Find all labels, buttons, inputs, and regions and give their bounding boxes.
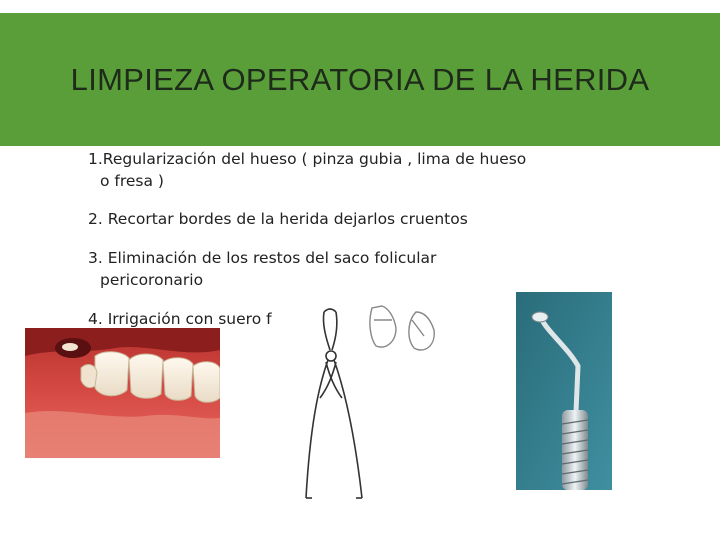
item-text: 4. Irrigación con suero f <box>88 310 272 328</box>
item-text-continued: o fresa ) <box>100 172 164 190</box>
item-text: 2. Recortar bordes de la herida dejarlos cruentos <box>88 210 468 228</box>
forceps-photo <box>296 298 488 516</box>
item-text: 1.Regularización del hueso ( pinza gubia , lima de hueso <box>88 150 527 168</box>
list-item <box>88 247 648 291</box>
title-bar <box>0 13 720 146</box>
item-text: 3. Eliminación de los restos del saco folicular <box>88 249 437 267</box>
forceps-graphic <box>296 298 488 516</box>
curette-graphic <box>516 292 612 490</box>
slide-title: LIMPIEZA OPERATORIA DE LA HERIDA <box>70 61 650 97</box>
list-item <box>88 148 648 192</box>
item-text-continued: pericoronario <box>100 271 204 289</box>
curette-photo <box>516 292 612 490</box>
list-item <box>88 208 648 230</box>
gum-photo-graphic <box>25 328 220 458</box>
gum-photo <box>25 328 220 458</box>
